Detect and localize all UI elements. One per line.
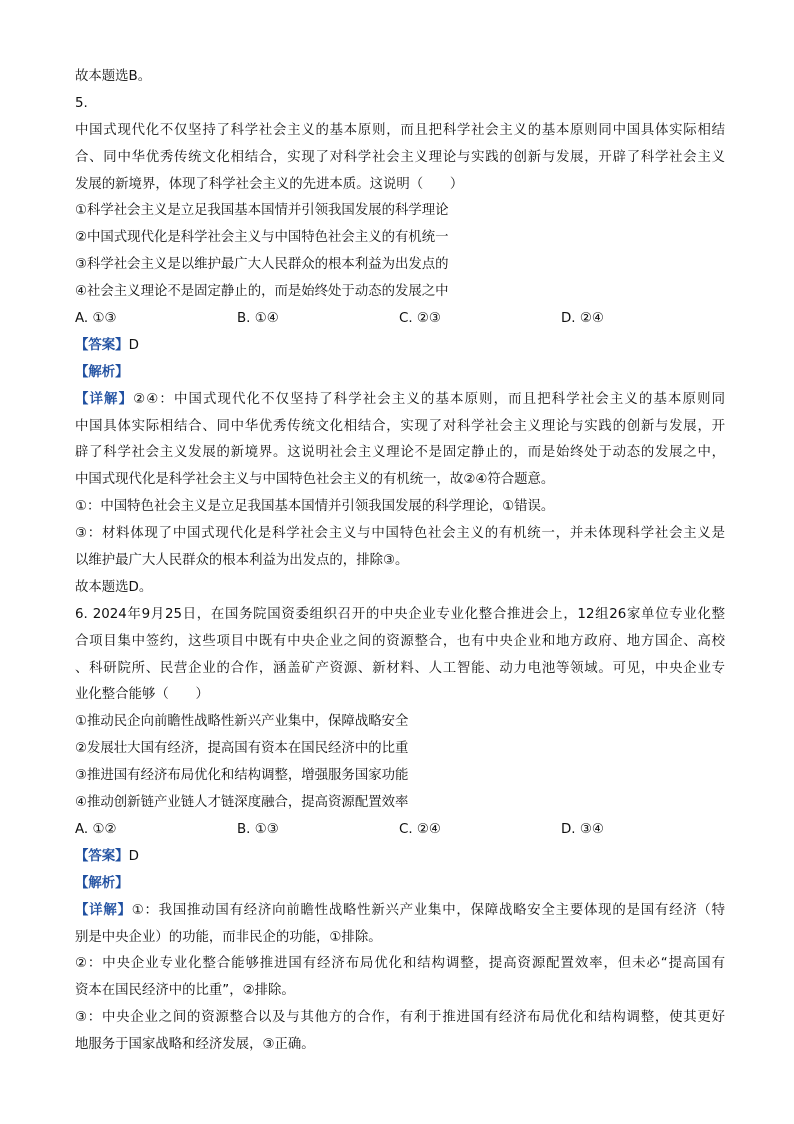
q6-detail-line: ③：中央企业之间的资源整合以及与其他方的合作，有利于推进国有经济布局优化和结构调整，使其更好 <box>75 1010 725 1026</box>
q6-statement-3: ③推进国有经济布局优化和结构调整，增强服务国家功能 <box>75 768 409 784</box>
q5-analysis <box>75 360 725 387</box>
q5-stem-line: 合、同中华优秀传统文化相结合，实现了对科学社会主义理论与实践的创新与发展，开辟了科学社会主义 <box>75 149 725 165</box>
q5-statement-4: ④社会主义理论不是固定静止的，而是始终处于动态的发展之中 <box>75 284 449 300</box>
analysis-label: 【解析】 <box>75 364 129 380</box>
q6-stem-line: 合项目集中签约，这些项目中既有中央企业之间的资源整合，也有中央企业和地方政府、地方国企、高校 <box>75 633 725 649</box>
q6-detail-line: 别是中央企业）的功能，而非民企的功能，①排除。 <box>75 929 382 945</box>
q5-number: 5. <box>75 95 88 111</box>
q5-stem-line: 发展的新境界，体现了科学社会主义的先进本质。这说明（ ） <box>75 176 464 192</box>
q6-answer <box>75 844 725 871</box>
q5-detail-line: 辟了科学社会主义发展的新境界。这说明社会主义理论不是固定静止的，而是始终处于动态的发展之中， <box>75 445 725 461</box>
q6-option-b: B. ①③ <box>237 821 279 837</box>
q6-detail-line: ②：中央企业专业化整合能够推进国有经济布局优化和结构调整，提高资源配置效率，但未必“提高国有 <box>75 956 725 972</box>
q5-detail-line <box>75 387 725 414</box>
q5-detail-line: ①：中国特色社会主义是立足我国基本国情并引领我国发展的科学理论，①错误。 <box>75 499 555 515</box>
answer-value: D <box>128 337 139 353</box>
q5-detail-line: 中国式现代化是科学社会主义与中国特色社会主义的有机统一，故②④符合题意。 <box>75 472 555 488</box>
q6-detail-line <box>75 898 725 925</box>
q6-statement-2: ②发展壮大国有经济，提高国有资本在国民经济中的比重 <box>75 741 409 757</box>
q6-option-d: D. ③④ <box>561 821 604 837</box>
q5-statement-2: ②中国式现代化是科学社会主义与中国特色社会主义的有机统一 <box>75 230 449 246</box>
analysis-label: 【解析】 <box>75 875 129 891</box>
q5-detail-line: 以维护最广大人民群众的根本利益为出发点的，排除③。 <box>75 553 409 569</box>
q6-statement-4: ④推动创新链产业链人才链深度融合，提高资源配置效率 <box>75 795 409 811</box>
q5-detail-line: 中国具体实际相结合、同中华优秀传统文化相结合，实现了对科学社会主义理论与实践的创新与发展，开 <box>75 418 725 434</box>
q5-answer <box>75 333 725 360</box>
q6-stem-line: 业化整合能够（ ） <box>75 687 209 703</box>
q6-options <box>75 817 725 844</box>
answer-label: 【答案】 <box>75 337 129 353</box>
q5-conclusion: 故本题选D。 <box>75 579 153 595</box>
answer-label: 【答案】 <box>75 848 129 864</box>
q5-option-b: B. ①④ <box>237 311 279 327</box>
q5-option-a: A. ①③ <box>75 311 117 327</box>
q6-analysis <box>75 871 725 898</box>
q5-option-c: C. ②③ <box>399 311 441 327</box>
q5-detail-line: ③：材料体现了中国式现代化是科学社会主义与中国特色社会主义的有机统一，并未体现科学社会主义是 <box>75 526 725 542</box>
document-page <box>75 64 725 1059</box>
detail-label: 【详解】 <box>75 391 134 407</box>
answer-value: D <box>128 848 139 864</box>
q5-option-d: D. ②④ <box>561 311 604 327</box>
q5-statement-3: ③科学社会主义是以维护最广大人民群众的根本利益为出发点的 <box>75 257 449 273</box>
detail-text: ①：我国推动国有经济向前瞻性战略性新兴产业集中，保障战略安全主要体现的是国有经济（特 <box>131 902 725 918</box>
q6-stem-line: 、科研院所、民营企业的合作，涵盖矿产资源、新材料、人工智能、动力电池等领域。可见，中央企业专 <box>75 660 725 676</box>
q6-stem-line: 6. 2024年9月25日，在国务院国资委组织召开的中央企业专业化整合推进会上，12组26家单位专业化整 <box>75 606 725 622</box>
q6-detail-line: 资本在国民经济中的比重”，②排除。 <box>75 983 295 999</box>
q5-statement-1: ①科学社会主义是立足我国基本国情并引领我国发展的科学理论 <box>75 203 449 219</box>
q6-option-c: C. ②④ <box>399 821 441 837</box>
q6-detail-line: 地服务于国家战略和经济发展，③正确。 <box>75 1037 315 1053</box>
q6-option-a: A. ①② <box>75 821 117 837</box>
q5-stem-line: 中国式现代化不仅坚持了科学社会主义的基本原则，而且把科学社会主义的基本原则同中国具体实际相结 <box>75 122 725 138</box>
detail-label: 【详解】 <box>75 902 132 918</box>
q6-statement-1: ①推动民企向前瞻性战略性新兴产业集中，保障战略安全 <box>75 714 409 730</box>
q4-conclusion: 故本题选B。 <box>75 69 152 84</box>
detail-text: ②④：中国式现代化不仅坚持了科学社会主义的基本原则，而且把科学社会主义的基本原则同 <box>133 391 725 407</box>
q5-options <box>75 306 725 333</box>
